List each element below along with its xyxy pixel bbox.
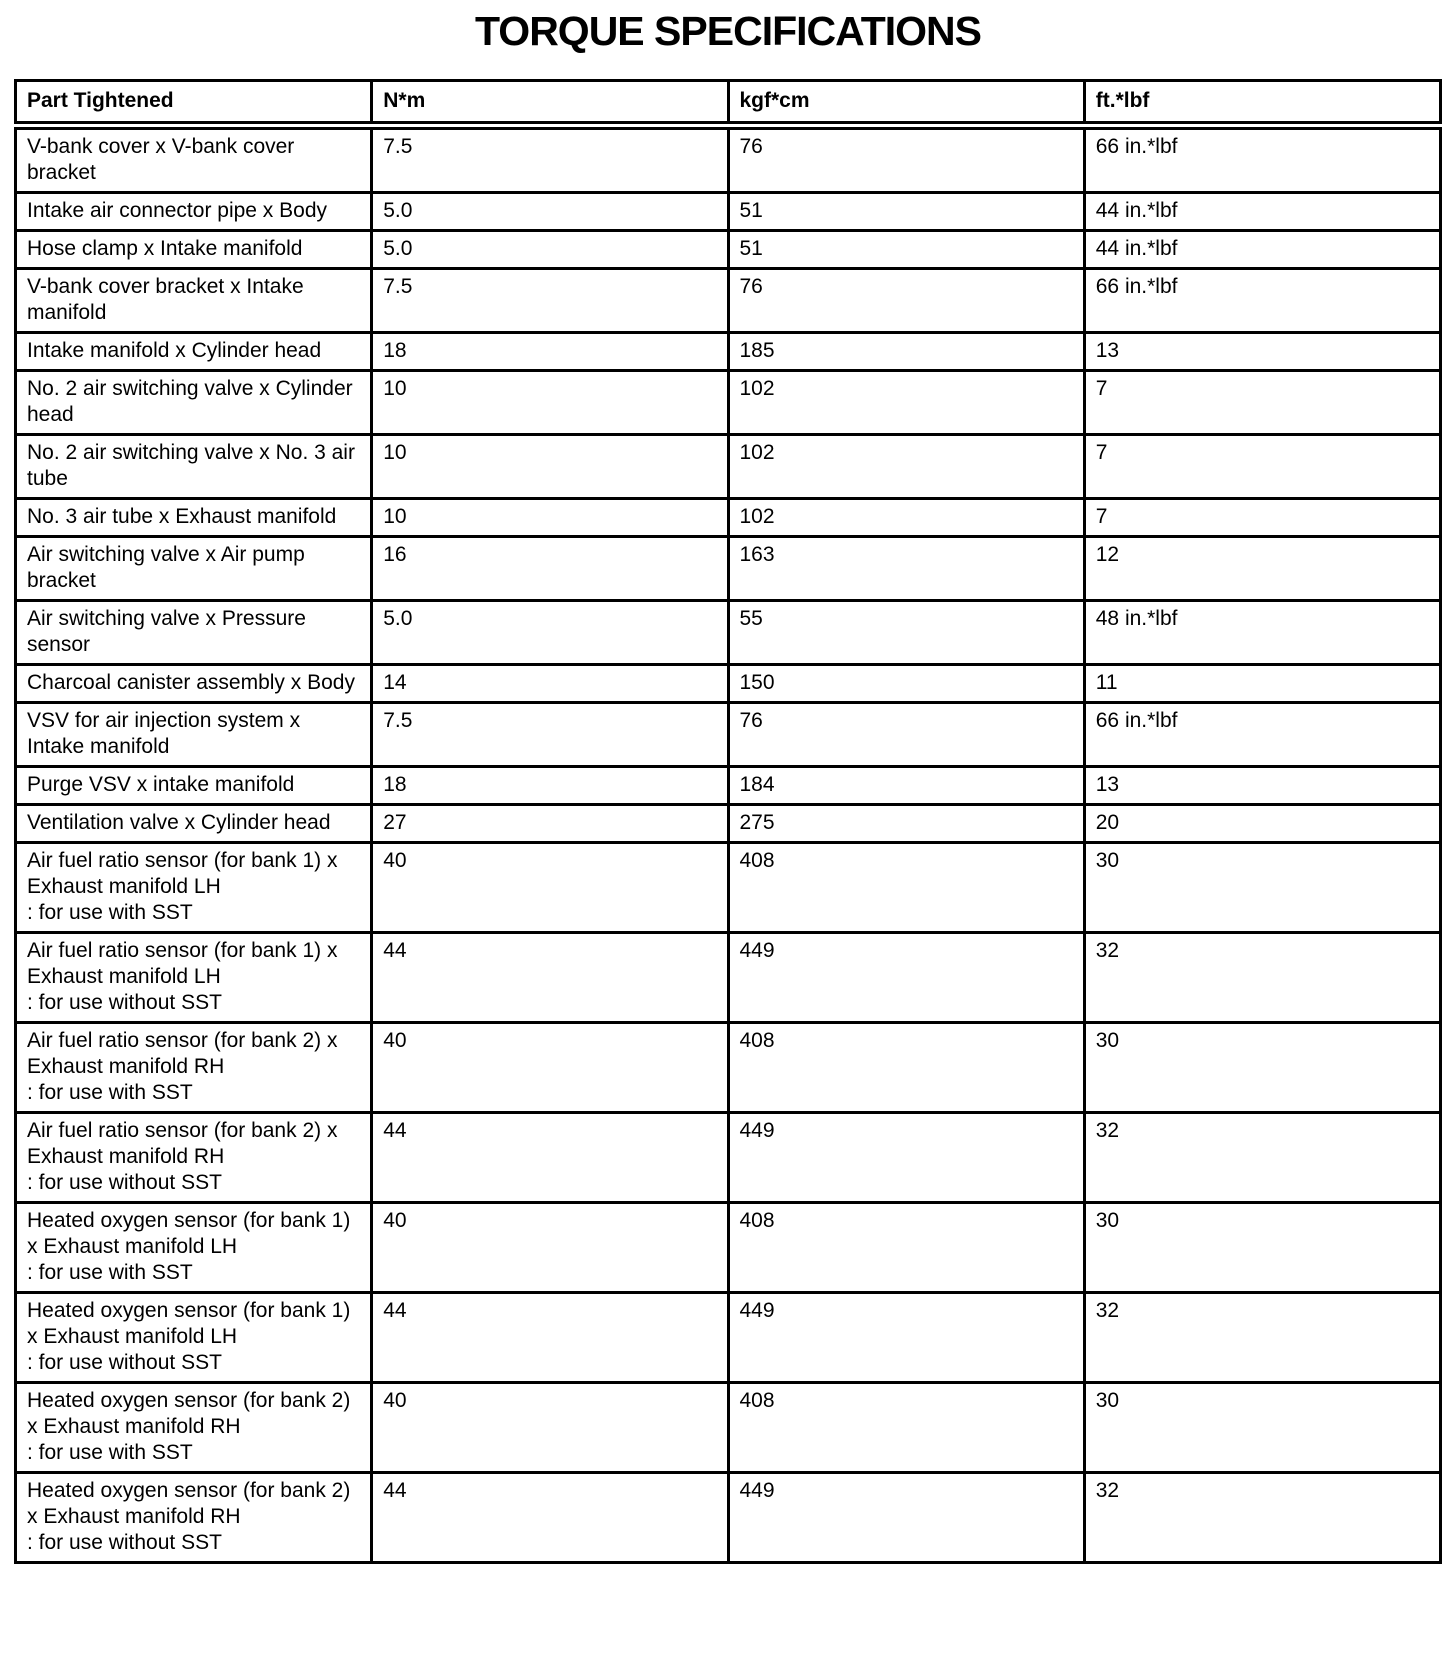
nm-value: 40 [383, 1209, 407, 1232]
table-row [16, 933, 1441, 1023]
ftlbf-value: 32 [1095, 1119, 1120, 1142]
part-name: Air fuel ratio sensor (for bank 1) x Exhaust manifold LH [27, 939, 338, 988]
table-row [16, 1203, 1441, 1293]
ftlbf-cell [1084, 1203, 1440, 1293]
part-cell [16, 269, 372, 333]
part-cell [16, 333, 372, 371]
part-name: Air switching valve x Air pump bracket [27, 543, 305, 592]
nm-value: 16 [383, 543, 407, 566]
nm-value: 27 [383, 811, 407, 834]
part-name: Heated oxygen sensor (for bank 2) x Exhaust manifold RH [27, 1389, 351, 1438]
column-header-part-tightened: Part Tightened [16, 81, 372, 126]
nm-cell [372, 1023, 728, 1113]
kgfcm-value: 449 [739, 1299, 775, 1322]
kgfcm-value: 449 [739, 1479, 775, 1502]
part-cell [16, 371, 372, 435]
part-name: No. 2 air switching valve x Cylinder head [27, 377, 353, 426]
table-row [16, 843, 1441, 933]
ftlbf-cell [1084, 371, 1440, 435]
kgfcm-value: 76 [739, 275, 763, 298]
part-cell [16, 1023, 372, 1113]
ftlbf-cell [1084, 933, 1440, 1023]
part-name: Air fuel ratio sensor (for bank 1) x Exhaust manifold LH [27, 849, 338, 898]
part-name: Heated oxygen sensor (for bank 1) x Exhaust manifold LH [27, 1209, 351, 1258]
part-note: : for use without SST [27, 1171, 222, 1194]
kgfcm-value: 163 [739, 543, 775, 566]
nm-cell [372, 1113, 728, 1203]
part-cell [16, 1203, 372, 1293]
kgfcm-cell [728, 193, 1084, 231]
ftlbf-value: 44 in.*lbf [1095, 237, 1178, 260]
kgfcm-cell [728, 767, 1084, 805]
table-row [16, 1383, 1441, 1473]
part-name: Heated oxygen sensor (for bank 2) x Exhaust manifold RH [27, 1479, 351, 1528]
ftlbf-cell [1084, 269, 1440, 333]
nm-value: 18 [383, 773, 407, 796]
ftlbf-cell [1084, 1023, 1440, 1113]
ftlbf-cell [1084, 1383, 1440, 1473]
part-name: VSV for air injection system x Intake manifold [27, 709, 301, 758]
table-row [16, 231, 1441, 269]
ftlbf-cell [1084, 537, 1440, 601]
table-body [16, 126, 1441, 1563]
part-note: : for use with SST [27, 1441, 193, 1464]
part-name: V-bank cover x V-bank cover bracket [27, 135, 295, 184]
kgfcm-cell [728, 703, 1084, 767]
ftlbf-cell [1084, 126, 1440, 193]
table-row [16, 767, 1441, 805]
table-row [16, 665, 1441, 703]
table-header [16, 81, 1441, 126]
kgfcm-cell [728, 601, 1084, 665]
part-cell [16, 126, 372, 193]
part-name: Intake manifold x Cylinder head [27, 339, 322, 362]
nm-value: 44 [383, 1119, 407, 1142]
kgfcm-value: 408 [739, 1209, 775, 1232]
part-cell [16, 231, 372, 269]
ftlbf-cell [1084, 333, 1440, 371]
kgfcm-cell [728, 665, 1084, 703]
ftlbf-cell [1084, 193, 1440, 231]
nm-cell [372, 499, 728, 537]
ftlbf-value: 11 [1095, 671, 1118, 694]
table-row [16, 371, 1441, 435]
column-header-nm: N*m [372, 81, 728, 126]
kgfcm-cell [728, 371, 1084, 435]
ftlbf-cell [1084, 231, 1440, 269]
nm-cell [372, 1473, 728, 1563]
kgfcm-value: 150 [739, 671, 775, 694]
header-row [16, 81, 1441, 126]
table-row [16, 499, 1441, 537]
part-name: Charcoal canister assembly x Body [27, 671, 355, 694]
table-row [16, 269, 1441, 333]
part-cell [16, 805, 372, 843]
kgfcm-value: 102 [739, 505, 775, 528]
ftlbf-cell [1084, 1293, 1440, 1383]
nm-cell [372, 537, 728, 601]
kgfcm-value: 76 [739, 709, 763, 732]
part-note: : for use without SST [27, 1531, 222, 1554]
part-cell [16, 703, 372, 767]
kgfcm-value: 76 [739, 135, 763, 158]
kgfcm-cell [728, 1203, 1084, 1293]
part-cell [16, 843, 372, 933]
nm-value: 7.5 [383, 275, 413, 298]
part-note: : for use with SST [27, 901, 193, 924]
ftlbf-cell [1084, 1113, 1440, 1203]
ftlbf-cell [1084, 499, 1440, 537]
nm-cell [372, 231, 728, 269]
kgfcm-cell [728, 126, 1084, 193]
kgfcm-value: 55 [739, 607, 763, 630]
nm-cell [372, 1383, 728, 1473]
nm-cell [372, 665, 728, 703]
kgfcm-value: 449 [739, 939, 775, 962]
part-name: Intake air connector pipe x Body [27, 199, 328, 222]
table-row [16, 703, 1441, 767]
nm-value: 40 [383, 849, 407, 872]
ftlbf-value: 7 [1095, 441, 1108, 464]
ftlbf-value: 12 [1095, 543, 1120, 566]
table-row [16, 1473, 1441, 1563]
kgfcm-cell [728, 537, 1084, 601]
ftlbf-cell [1084, 601, 1440, 665]
kgfcm-cell [728, 1023, 1084, 1113]
nm-cell [372, 703, 728, 767]
kgfcm-value: 408 [739, 1029, 775, 1052]
part-cell [16, 601, 372, 665]
part-name: Ventilation valve x Cylinder head [27, 811, 331, 834]
part-note: : for use without SST [27, 991, 222, 1014]
kgfcm-value: 408 [739, 849, 775, 872]
part-cell [16, 499, 372, 537]
part-note: : for use without SST [27, 1351, 222, 1374]
column-header-ftlbf: ft.*lbf [1084, 81, 1440, 126]
part-name: Air fuel ratio sensor (for bank 2) x Exhaust manifold RH [27, 1119, 338, 1168]
nm-value: 7.5 [383, 135, 413, 158]
nm-cell [372, 767, 728, 805]
table-row [16, 1113, 1441, 1203]
nm-cell [372, 435, 728, 499]
nm-value: 5.0 [383, 237, 413, 260]
ftlbf-value: 30 [1095, 1209, 1120, 1232]
part-cell [16, 665, 372, 703]
nm-value: 40 [383, 1029, 407, 1052]
nm-value: 40 [383, 1389, 407, 1412]
nm-value: 44 [383, 939, 407, 962]
nm-cell [372, 601, 728, 665]
ftlbf-cell [1084, 665, 1440, 703]
ftlbf-cell [1084, 767, 1440, 805]
kgfcm-value: 102 [739, 377, 775, 400]
nm-value: 10 [383, 377, 407, 400]
ftlbf-value: 32 [1095, 939, 1120, 962]
kgfcm-cell [728, 805, 1084, 843]
part-name: Air switching valve x Pressure sensor [27, 607, 306, 656]
ftlbf-value: 13 [1095, 773, 1120, 796]
table-row [16, 435, 1441, 499]
kgfcm-cell [728, 499, 1084, 537]
ftlbf-cell [1084, 805, 1440, 843]
table-row [16, 805, 1441, 843]
ftlbf-value: 32 [1095, 1299, 1120, 1322]
table-row [16, 333, 1441, 371]
nm-cell [372, 193, 728, 231]
kgfcm-cell [728, 933, 1084, 1023]
kgfcm-cell [728, 1473, 1084, 1563]
nm-value: 10 [383, 441, 407, 464]
part-note: : for use with SST [27, 1261, 193, 1284]
ftlbf-cell [1084, 435, 1440, 499]
nm-cell [372, 933, 728, 1023]
table-row [16, 537, 1441, 601]
kgfcm-cell [728, 1113, 1084, 1203]
ftlbf-value: 48 in.*lbf [1095, 607, 1178, 630]
part-name: Purge VSV x intake manifold [27, 773, 295, 796]
part-name: Hose clamp x Intake manifold [27, 237, 303, 260]
part-name: Heated oxygen sensor (for bank 1) x Exhaust manifold LH [27, 1299, 351, 1348]
ftlbf-value: 7 [1095, 377, 1108, 400]
part-name: V-bank cover bracket x Intake manifold [27, 275, 304, 324]
ftlbf-value: 30 [1095, 1389, 1120, 1412]
kgfcm-value: 184 [739, 773, 775, 796]
kgfcm-cell [728, 1383, 1084, 1473]
nm-value: 14 [383, 671, 407, 694]
nm-cell [372, 371, 728, 435]
column-header-kgfcm: kgf*cm [728, 81, 1084, 126]
page-title: TORQUE SPECIFICATIONS [475, 8, 981, 54]
ftlbf-value: 7 [1095, 505, 1108, 528]
part-cell [16, 1293, 372, 1383]
kgfcm-value: 408 [739, 1389, 775, 1412]
nm-cell [372, 333, 728, 371]
part-name: Air fuel ratio sensor (for bank 2) x Exhaust manifold RH [27, 1029, 338, 1078]
part-name: No. 2 air switching valve x No. 3 air tube [27, 441, 355, 490]
ftlbf-cell [1084, 843, 1440, 933]
part-cell [16, 1473, 372, 1563]
kgfcm-cell [728, 1293, 1084, 1383]
part-cell [16, 537, 372, 601]
table-row [16, 601, 1441, 665]
ftlbf-cell [1084, 703, 1440, 767]
nm-cell [372, 805, 728, 843]
nm-value: 44 [383, 1479, 407, 1502]
kgfcm-cell [728, 435, 1084, 499]
ftlbf-cell [1084, 1473, 1440, 1563]
kgfcm-cell [728, 333, 1084, 371]
ftlbf-value: 66 in.*lbf [1095, 135, 1178, 158]
part-name: No. 3 air tube x Exhaust manifold [27, 505, 337, 528]
kgfcm-value: 185 [739, 339, 775, 362]
ftlbf-value: 30 [1095, 849, 1120, 872]
nm-value: 18 [383, 339, 407, 362]
torque-spec-table [14, 79, 1442, 1564]
part-cell [16, 767, 372, 805]
nm-cell [372, 843, 728, 933]
part-cell [16, 435, 372, 499]
table-row [16, 193, 1441, 231]
ftlbf-value: 32 [1095, 1479, 1120, 1502]
nm-value: 5.0 [383, 199, 413, 222]
nm-cell [372, 1293, 728, 1383]
kgfcm-value: 275 [739, 811, 775, 834]
nm-value: 7.5 [383, 709, 413, 732]
nm-value: 44 [383, 1299, 407, 1322]
table-row [16, 1023, 1441, 1113]
nm-value: 10 [383, 505, 407, 528]
part-note: : for use with SST [27, 1081, 193, 1104]
part-cell [16, 1383, 372, 1473]
part-cell [16, 933, 372, 1023]
kgfcm-cell [728, 269, 1084, 333]
ftlbf-value: 30 [1095, 1029, 1120, 1052]
nm-cell [372, 1203, 728, 1293]
kgfcm-value: 449 [739, 1119, 775, 1142]
part-cell [16, 1113, 372, 1203]
table-row [16, 126, 1441, 193]
ftlbf-value: 44 in.*lbf [1095, 199, 1178, 222]
nm-value: 5.0 [383, 607, 413, 630]
part-cell [16, 193, 372, 231]
kgfcm-cell [728, 231, 1084, 269]
ftlbf-value: 66 in.*lbf [1095, 709, 1178, 732]
ftlbf-value: 13 [1095, 339, 1120, 362]
table-row [16, 1293, 1441, 1383]
nm-cell [372, 126, 728, 193]
kgfcm-value: 102 [739, 441, 775, 464]
ftlbf-value: 20 [1095, 811, 1120, 834]
nm-cell [372, 269, 728, 333]
kgfcm-value: 51 [739, 237, 763, 260]
ftlbf-value: 66 in.*lbf [1095, 275, 1178, 298]
kgfcm-cell [728, 843, 1084, 933]
kgfcm-value: 51 [739, 199, 763, 222]
